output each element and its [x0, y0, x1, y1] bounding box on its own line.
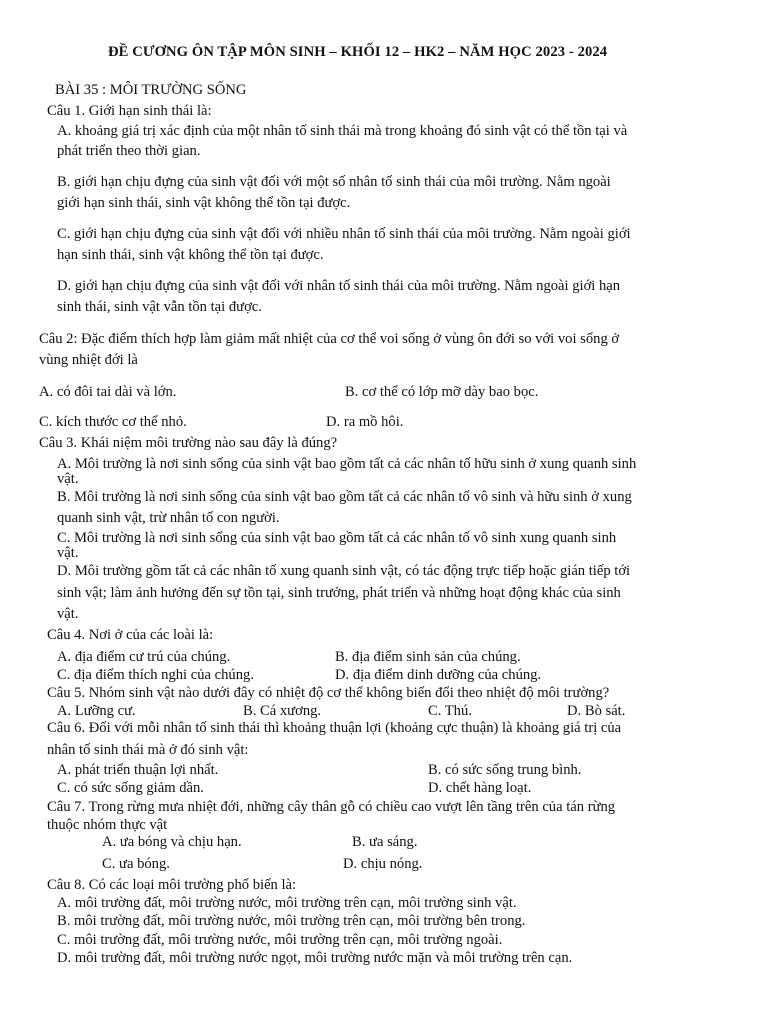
option-d: D. chịu nóng. — [343, 856, 423, 872]
question-stem: Câu 1. Giới hạn sinh thái là: — [47, 103, 212, 119]
option-d-cont: vật. — [57, 606, 79, 622]
option-c: C. ưa bóng. — [102, 856, 170, 872]
option-d: D. giới hạn chịu đựng của sinh vật đối với nhân tố sinh thái của môi trường. Nằm ngoài giới hạn — [57, 278, 621, 294]
option-b: B. địa điểm sinh sản của chúng. — [335, 649, 521, 665]
option-a: A. có đôi tai dài và lớn. — [39, 384, 177, 400]
option-c: C. kích thước cơ thể nhỏ. — [39, 414, 187, 430]
option-a-cont: vật. — [57, 471, 79, 487]
question-stem: Câu 8. Có các loại môi trường phổ biến là: — [47, 877, 297, 893]
option-a: A. phát triển thuận lợi nhất. — [57, 762, 219, 778]
question-stem-cont: thuộc nhóm thực vật — [47, 817, 168, 833]
option-d-cont: sinh thái, sinh vật vẫn tồn tại được. — [57, 299, 262, 315]
option-b: B. Cá xương. — [243, 703, 322, 719]
question-stem: Câu 7. Trong rừng mưa nhiệt đới, những cây thân gỗ có chiều cao vượt lên tầng trên của tán rừng — [47, 799, 616, 815]
option-b: B. cơ thể có lớp mỡ dày bao bọc. — [345, 384, 539, 400]
lesson-heading: BÀI 35 : MÔI TRƯỜNG SỐNG — [55, 82, 247, 98]
option-d: D. Môi trường gồm tất cả các nhân tố xung quanh sinh vật, có tác động trực tiếp hoặc gián tiếp tới — [57, 563, 631, 579]
option-b: B. Môi trường là nơi sinh sống của sinh vật bao gồm tất cả các nhân tố vô sinh và hữu sinh ở xung — [57, 489, 632, 505]
option-a-cont: phát triển theo thời gian. — [57, 143, 201, 159]
question-stem: Câu 3. Khái niệm môi trường nào sau đây là đúng? — [39, 435, 338, 451]
question-stem-cont: nhân tố sinh thái mà ở đó sinh vật: — [47, 742, 249, 758]
option-b: B. có sức sống trung bình. — [428, 762, 582, 778]
option-c: C. môi trường đất, môi trường nước, môi trường trên cạn, môi trường ngoài. — [57, 932, 503, 948]
option-a: A. Môi trường là nơi sinh sống của sinh vật bao gồm tất cả các nhân tố hữu sinh ở xung quanh sinh — [57, 456, 637, 472]
question-stem: Câu 4. Nơi ở của các loài là: — [47, 627, 214, 643]
question-stem: Câu 5. Nhóm sinh vật nào dưới đây có nhiệt độ cơ thể không biến đổi theo nhiệt độ môi trường? — [47, 685, 610, 701]
option-b-cont: giới hạn sinh thái, sinh vật không thể tồn tại được. — [57, 195, 351, 211]
option-b: B. ưa sáng. — [352, 834, 418, 850]
option-d: D. Bò sát. — [567, 703, 626, 719]
option-b: B. giới hạn chịu đựng của sinh vật đối với một số nhân tố sinh thái của môi trường. Nằm ngoài — [57, 174, 611, 190]
document-title: ĐỀ CƯƠNG ÔN TẬP MÔN SINH – KHỐI 12 – HK2 – NĂM HỌC 2023 - 2024 — [108, 44, 608, 60]
question-stem-cont: vùng nhiệt đới là — [39, 352, 138, 368]
question-stem: Câu 6. Đối với mỗi nhân tố sinh thái thì khoảng thuận lợi (khoảng cực thuận) là khoảng giá trị của — [47, 720, 622, 736]
option-d-cont: sinh vật; làm ảnh hưởng đến sự tồn tại, sinh trưởng, phát triển và những hoạt động khác của sinh — [57, 585, 621, 601]
option-c: C. có sức sống giảm dần. — [57, 780, 204, 796]
option-c-cont: hạn sinh thái, sinh vật không thể tồn tại được. — [57, 247, 324, 263]
option-c: C. Thú. — [428, 703, 472, 719]
option-a: A. khoảng giá trị xác định của một nhân tố sinh thái mà trong khoảng đó sinh vật có thể tồn tại và — [57, 123, 628, 139]
option-a: A. Lưỡng cư. — [57, 703, 136, 719]
option-d: D. chết hàng loạt. — [428, 780, 532, 796]
option-a: A. môi trường đất, môi trường nước, môi trường trên cạn, môi trường sinh vật. — [57, 895, 517, 911]
option-d: D. địa điểm dinh dưỡng của chúng. — [335, 667, 542, 683]
option-c: C. giới hạn chịu đựng của sinh vật đối với nhiều nhân tố sinh thái của môi trường. Nằm ngoài giới — [57, 226, 631, 242]
question-stem: Câu 2: Đặc điểm thích hợp làm giảm mất nhiệt của cơ thể voi sống ở vùng ôn đới so với voi sống ở — [39, 331, 620, 347]
option-d: D. môi trường đất, môi trường nước ngọt, môi trường nước mặn và môi trường trên cạn. — [57, 950, 573, 966]
option-b: B. môi trường đất, môi trường nước, môi trường trên cạn, môi trường bên trong. — [57, 913, 526, 929]
option-a: A. ưa bóng và chịu hạn. — [102, 834, 242, 850]
option-c: C. Môi trường là nơi sinh sống của sinh vật bao gồm tất cả các nhân tố vô sinh xung quanh sinh — [57, 530, 617, 546]
option-a: A. địa điểm cư trú của chúng. — [57, 649, 231, 665]
option-d: D. ra mồ hôi. — [326, 414, 404, 430]
option-c-cont: vật. — [57, 545, 79, 561]
option-b-cont: quanh sinh vật, trừ nhân tố con người. — [57, 510, 280, 526]
option-c: C. địa điểm thích nghi của chúng. — [57, 667, 254, 683]
